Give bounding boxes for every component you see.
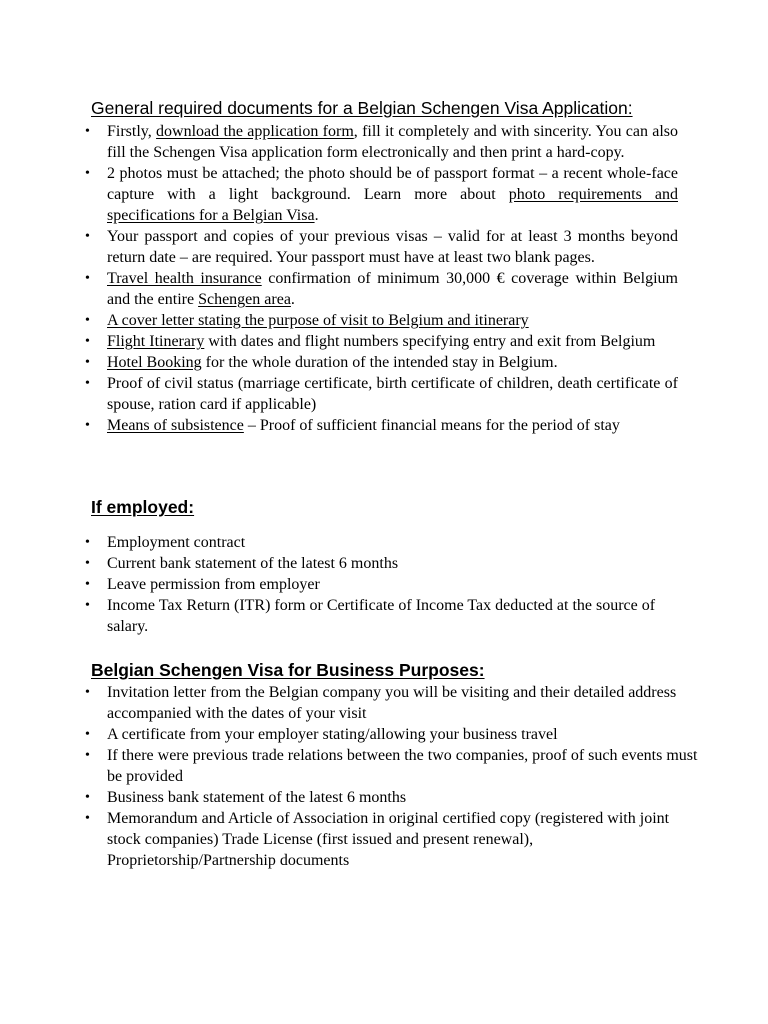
list-item	[0, 310, 678, 331]
general-documents-heading	[91, 97, 633, 119]
list-item-text: Income Tax Return (ITR) form or Certificate of Income Tax deducted at the source of salary.	[107, 597, 656, 635]
business-documents-list	[0, 682, 700, 871]
bullet-icon: •	[85, 376, 90, 391]
list-item	[0, 532, 700, 553]
list-item-text	[107, 352, 678, 373]
list-item	[0, 415, 678, 436]
list-item-text: If there were previous trade relations between the two companies, proof of such events must be provided	[107, 747, 698, 785]
travel-health-insurance-link[interactable]: Travel health insurance	[107, 270, 262, 287]
bullet-icon: •	[85, 685, 90, 700]
bullet-icon: •	[85, 355, 90, 370]
list-item	[0, 553, 700, 574]
list-item	[0, 808, 700, 871]
list-item	[0, 268, 678, 310]
list-item	[0, 352, 678, 373]
bullet-icon: •	[85, 418, 90, 433]
item-text-part: – Proof of sufficient financial means for the period of stay	[243, 417, 620, 434]
list-item-text: Proof of civil status (marriage certificate, birth certificate of children, death certificate of spouse, ration card if applicable)	[107, 375, 678, 413]
means-of-subsistence-link[interactable]: Means of subsistence	[107, 417, 244, 434]
cover-letter-link[interactable]: A cover letter stating the purpose of visit to Belgium and itinerary	[107, 312, 529, 329]
bullet-icon: •	[85, 124, 90, 139]
general-documents-list	[0, 121, 678, 436]
list-item-text	[107, 163, 678, 226]
list-item-text	[107, 310, 678, 331]
list-item	[0, 724, 700, 745]
flight-itinerary-link[interactable]: Flight Itinerary	[107, 333, 205, 350]
list-item-text: Leave permission from employer	[107, 576, 320, 593]
list-item	[0, 373, 678, 415]
list-item	[0, 163, 678, 226]
list-item-text: Current bank statement of the latest 6 months	[107, 555, 399, 572]
list-item-text: Invitation letter from the Belgian company you will be visiting and their detailed address accompanied with the dates of your visit	[107, 684, 677, 722]
list-item	[0, 682, 700, 724]
item-text-part: .	[290, 291, 295, 308]
item-text-part: with dates and flight numbers specifying entry and exit from Belgium	[204, 333, 656, 350]
photo-requirements-link[interactable]: photo requirements and specifications for a Belgian Visa	[107, 186, 678, 224]
list-item	[0, 331, 678, 352]
bullet-icon: •	[85, 790, 90, 805]
list-item-text	[107, 331, 678, 352]
list-item	[0, 595, 700, 637]
if-employed-heading	[91, 496, 194, 518]
item-text-part: , fill it completely and with sincerity. You can also fill the Schengen Visa application form electronically and then print a hard-copy.	[107, 123, 679, 161]
download-application-form-link[interactable]: download the application form	[156, 123, 354, 140]
employed-documents-list	[0, 532, 700, 637]
bullet-icon: •	[85, 727, 90, 742]
bullet-icon: •	[85, 313, 90, 328]
general-documents-heading-text: General required documents for a Belgian Schengen Visa Application:	[91, 98, 633, 118]
list-item-text	[107, 415, 678, 436]
item-text-part: Firstly,	[107, 123, 157, 140]
list-item-text	[107, 268, 678, 310]
schengen-area-link[interactable]: Schengen area	[198, 291, 291, 308]
bullet-icon: •	[85, 556, 90, 571]
hotel-booking-link[interactable]: Hotel Booking	[107, 354, 202, 371]
bullet-icon: •	[85, 229, 90, 244]
item-text-part: for the whole duration of the intended stay in Belgium.	[201, 354, 558, 371]
list-item-text: Employment contract	[107, 534, 246, 551]
list-item-text: A certificate from your employer stating/allowing your business travel	[107, 726, 558, 743]
list-item	[0, 121, 678, 163]
bullet-icon: •	[85, 271, 90, 286]
business-purposes-heading	[91, 659, 485, 681]
list-item	[0, 226, 678, 268]
bullet-icon: •	[85, 535, 90, 550]
list-item-text: Memorandum and Article of Association in original certified copy (registered with joint stock companies) Trade License (first issued and present renewal), Proprietorship/Partnership documents	[107, 810, 670, 869]
list-item	[0, 745, 700, 787]
bullet-icon: •	[85, 811, 90, 826]
item-text-part: 2 photos must be attached; the photo should be of passport format – a recent whole-face capture with a light background. Learn more about	[107, 165, 678, 203]
bullet-icon: •	[85, 166, 90, 181]
list-item	[0, 574, 700, 595]
item-text-part: .	[314, 207, 319, 224]
list-item-text	[107, 121, 678, 163]
bullet-icon: •	[85, 577, 90, 592]
item-text-part: confirmation of minimum 30,000 € coverage within Belgium and the entire	[107, 270, 678, 308]
if-employed-heading-text: If employed:	[91, 497, 195, 517]
list-item-text: Your passport and copies of your previous visas – valid for at least 3 months beyond return date – are required. Your passport must have at least two blank pages.	[107, 228, 678, 266]
business-purposes-heading-text: Belgian Schengen Visa for Business Purposes:	[91, 660, 485, 680]
bullet-icon: •	[85, 334, 90, 349]
bullet-icon: •	[85, 598, 90, 613]
list-item	[0, 787, 700, 808]
list-item-text: Business bank statement of the latest 6 months	[107, 789, 407, 806]
bullet-icon: •	[85, 748, 90, 763]
